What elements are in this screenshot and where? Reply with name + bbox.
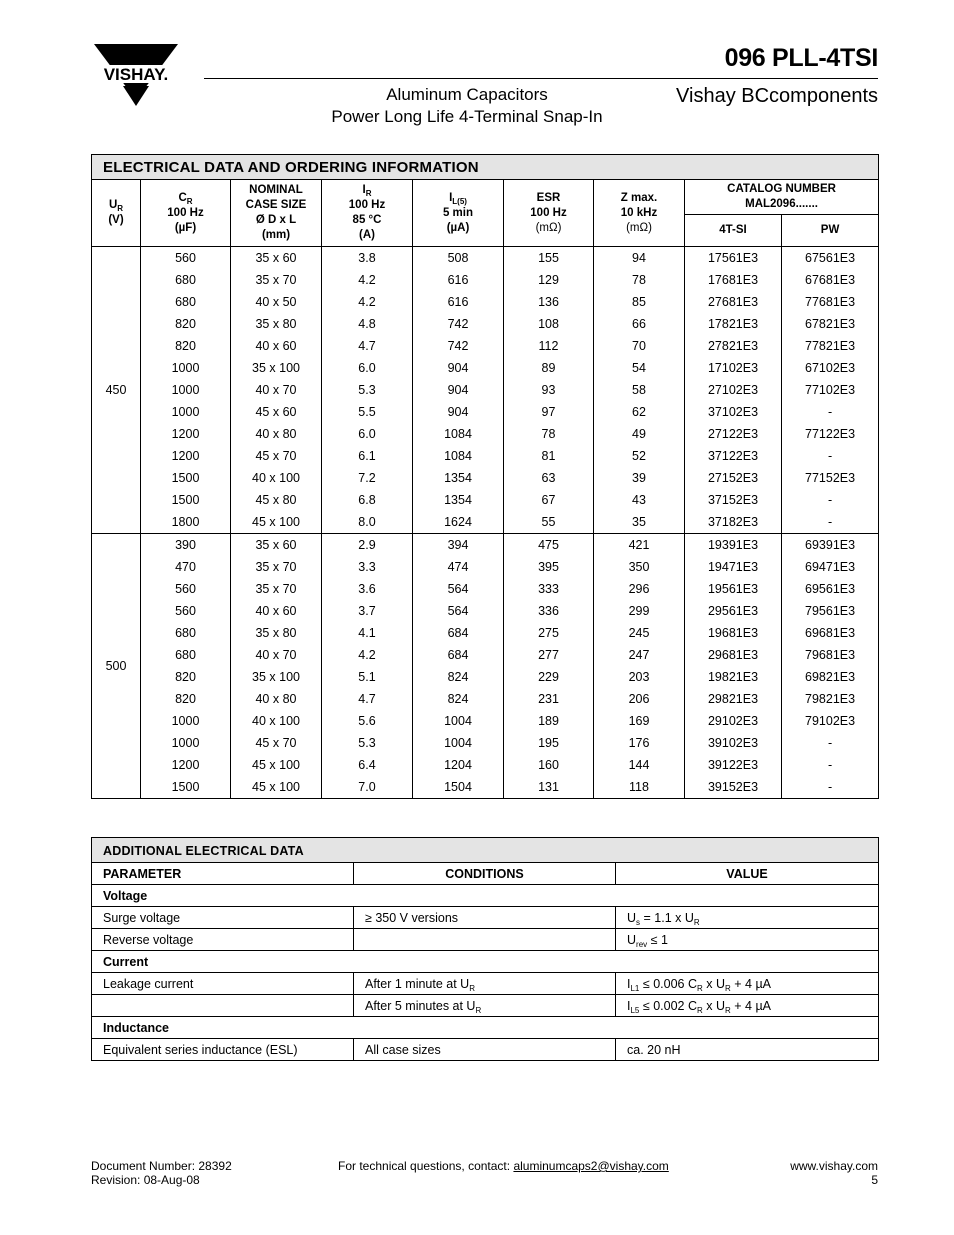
table-row	[92, 644, 879, 666]
additional-table-title: ADDITIONAL ELECTRICAL DATA	[92, 838, 879, 863]
cell-il: 564	[413, 600, 504, 622]
cell-il: 742	[413, 335, 504, 357]
cell-cr: 1500	[141, 776, 231, 799]
header-value: VALUE	[616, 863, 879, 885]
cell-case-size: 35 x 100	[231, 357, 322, 379]
cell-esr: 275	[504, 622, 594, 644]
header-il: $I_{L(5)}$ 5 min (µA)	[413, 180, 504, 247]
cell-ir: 7.2	[322, 467, 413, 489]
cell-esr: 97	[504, 401, 594, 423]
value-surge-voltage: $U_s = 1.1$ x $U_R$	[616, 907, 879, 929]
cell-il: 1084	[413, 445, 504, 467]
cell-case-size: 45 x 60	[231, 401, 322, 423]
cell-esr: 136	[504, 291, 594, 313]
cell-il: 904	[413, 357, 504, 379]
logo-wordmark: VISHAY.	[103, 65, 169, 84]
cell-catalog-4tsi: 29561E3	[685, 600, 782, 622]
cell-catalog-4tsi: 19821E3	[685, 666, 782, 688]
cell-esr: 93	[504, 379, 594, 401]
header-parameter: PARAMETER	[92, 863, 354, 885]
footer-doc-info	[91, 1159, 232, 1187]
table-row	[92, 401, 879, 423]
cell-cr: 680	[141, 622, 231, 644]
table-row	[92, 247, 879, 270]
cell-ir: 2.9	[322, 534, 413, 557]
cell-cr: 1000	[141, 357, 231, 379]
table-row	[92, 357, 879, 379]
cell-esr: 160	[504, 754, 594, 776]
footer-contact	[338, 1159, 669, 1173]
value-reverse-voltage: $U_{rev} \le 1$	[616, 929, 879, 951]
cell-il: 1624	[413, 511, 504, 534]
cell-ir: 4.2	[322, 269, 413, 291]
cell-case-size: 40 x 70	[231, 644, 322, 666]
cond-surge-voltage: ≥ 350 V versions	[354, 907, 616, 929]
cell-case-size: 35 x 70	[231, 269, 322, 291]
cell-catalog-4tsi: 29102E3	[685, 710, 782, 732]
cell-catalog-pw: 77152E3	[782, 467, 879, 489]
cell-il: 616	[413, 269, 504, 291]
subtitle-line-1: Aluminum Capacitors	[386, 85, 548, 104]
cell-ir: 5.5	[322, 401, 413, 423]
cell-case-size: 35 x 80	[231, 313, 322, 335]
header-z-max: Z max. 10 kHz (mΩ)	[594, 180, 685, 247]
table-row	[92, 445, 879, 467]
param-surge-voltage: Surge voltage	[92, 907, 354, 929]
cell-catalog-4tsi: 29681E3	[685, 644, 782, 666]
cond-leakage-5min: After 5 minutes at $U_R$	[354, 995, 616, 1017]
cell-case-size: 40 x 80	[231, 423, 322, 445]
contact-text: For technical questions, contact:	[338, 1159, 514, 1173]
cell-esr: 67	[504, 489, 594, 511]
cell-catalog-pw: 77102E3	[782, 379, 879, 401]
cell-z-max: 118	[594, 776, 685, 799]
param-esl: Equivalent series inductance (ESL)	[92, 1039, 354, 1061]
cell-cr: 680	[141, 269, 231, 291]
cell-case-size: 35 x 100	[231, 666, 322, 688]
cell-ur: 500	[92, 534, 141, 799]
footer-site	[790, 1159, 878, 1187]
cell-ir: 4.7	[322, 335, 413, 357]
cell-case-size: 40 x 60	[231, 335, 322, 357]
category-voltage: Voltage	[92, 885, 879, 907]
cell-esr: 336	[504, 600, 594, 622]
cell-esr: 395	[504, 556, 594, 578]
cell-catalog-pw: 69681E3	[782, 622, 879, 644]
cell-ir: 3.3	[322, 556, 413, 578]
cell-z-max: 421	[594, 534, 685, 557]
cell-cr: 1800	[141, 511, 231, 534]
cell-catalog-pw: 67102E3	[782, 357, 879, 379]
cell-z-max: 35	[594, 511, 685, 534]
cell-catalog-pw: 79681E3	[782, 644, 879, 666]
cell-z-max: 296	[594, 578, 685, 600]
cell-ir: 6.0	[322, 357, 413, 379]
table-row	[92, 291, 879, 313]
cell-il: 824	[413, 688, 504, 710]
cell-cr: 1000	[141, 732, 231, 754]
cell-catalog-pw: 77122E3	[782, 423, 879, 445]
cell-z-max: 299	[594, 600, 685, 622]
row-reverse-voltage	[92, 929, 879, 951]
document-number: Document Number: 28392	[91, 1159, 232, 1173]
cell-z-max: 52	[594, 445, 685, 467]
table-row	[92, 269, 879, 291]
cell-cr: 470	[141, 556, 231, 578]
row-esl	[92, 1039, 879, 1061]
cell-catalog-4tsi: 27122E3	[685, 423, 782, 445]
cell-catalog-pw: 67821E3	[782, 313, 879, 335]
cell-z-max: 203	[594, 666, 685, 688]
cell-esr: 131	[504, 776, 594, 799]
cond-reverse-voltage	[354, 929, 616, 951]
cell-ir: 6.8	[322, 489, 413, 511]
cell-cr: 390	[141, 534, 231, 557]
value-leakage-5min: $I_{L5} \le 0.002$ $C_R$ x $U_R + 4$ µA	[616, 995, 879, 1017]
cell-z-max: 350	[594, 556, 685, 578]
cell-il: 1504	[413, 776, 504, 799]
cell-esr: 129	[504, 269, 594, 291]
cell-z-max: 62	[594, 401, 685, 423]
cell-ir: 3.8	[322, 247, 413, 270]
cell-catalog-4tsi: 27152E3	[685, 467, 782, 489]
cell-il: 394	[413, 534, 504, 557]
cell-ir: 5.1	[322, 666, 413, 688]
cell-il: 564	[413, 578, 504, 600]
cell-z-max: 78	[594, 269, 685, 291]
cell-case-size: 35 x 60	[231, 534, 322, 557]
category-inductance: Inductance	[92, 1017, 879, 1039]
table-row	[92, 600, 879, 622]
cell-catalog-pw: 79561E3	[782, 600, 879, 622]
table-row	[92, 578, 879, 600]
contact-email-link[interactable]: aluminumcaps2@vishay.com	[513, 1159, 669, 1173]
cell-catalog-pw: -	[782, 754, 879, 776]
cell-case-size: 35 x 70	[231, 578, 322, 600]
cell-ir: 3.7	[322, 600, 413, 622]
cell-il: 1354	[413, 467, 504, 489]
cell-ir: 8.0	[322, 511, 413, 534]
cell-cr: 560	[141, 600, 231, 622]
cell-catalog-4tsi: 39122E3	[685, 754, 782, 776]
cell-esr: 63	[504, 467, 594, 489]
table-row	[92, 313, 879, 335]
cell-case-size: 45 x 100	[231, 776, 322, 799]
header-rule	[204, 78, 878, 79]
cell-z-max: 58	[594, 379, 685, 401]
revision: Revision: 08-Aug-08	[91, 1173, 200, 1187]
cell-ir: 3.6	[322, 578, 413, 600]
cell-ur: 450	[92, 247, 141, 534]
cell-ir: 4.1	[322, 622, 413, 644]
cell-cr: 680	[141, 644, 231, 666]
cell-case-size: 35 x 60	[231, 247, 322, 270]
page-number: 5	[871, 1173, 878, 1187]
cell-cr: 820	[141, 313, 231, 335]
brand-name: Vishay BCcomponents	[676, 85, 878, 107]
header-case-size: NOMINAL CASE SIZE Ø D x L (mm)	[231, 180, 322, 247]
cell-z-max: 85	[594, 291, 685, 313]
table-row	[92, 710, 879, 732]
cell-z-max: 39	[594, 467, 685, 489]
cell-catalog-4tsi: 27102E3	[685, 379, 782, 401]
cell-z-max: 176	[594, 732, 685, 754]
cell-z-max: 94	[594, 247, 685, 270]
cell-catalog-4tsi: 27681E3	[685, 291, 782, 313]
subtitle-line-2: Power Long Life 4-Terminal Snap-In	[331, 107, 603, 126]
value-leakage-1min: $I_{L1} \le 0.006$ $C_R$ x $U_R + 4$ µA	[616, 973, 879, 995]
cell-cr: 1200	[141, 445, 231, 467]
cell-catalog-pw: -	[782, 445, 879, 467]
cell-il: 1204	[413, 754, 504, 776]
cell-catalog-pw: 69391E3	[782, 534, 879, 557]
table-row	[92, 379, 879, 401]
cell-ir: 6.0	[322, 423, 413, 445]
cell-z-max: 247	[594, 644, 685, 666]
param-leakage-empty	[92, 995, 354, 1017]
cell-ir: 5.6	[322, 710, 413, 732]
cell-z-max: 206	[594, 688, 685, 710]
cell-cr: 1000	[141, 401, 231, 423]
table-row	[92, 335, 879, 357]
cell-cr: 560	[141, 247, 231, 270]
cell-il: 1004	[413, 732, 504, 754]
cell-il: 508	[413, 247, 504, 270]
cell-catalog-4tsi: 39102E3	[685, 732, 782, 754]
cell-ir: 4.2	[322, 291, 413, 313]
cell-ir: 4.7	[322, 688, 413, 710]
cell-case-size: 40 x 80	[231, 688, 322, 710]
header-esr: ESR 100 Hz (mΩ)	[504, 180, 594, 247]
cell-catalog-pw: 69471E3	[782, 556, 879, 578]
cell-il: 824	[413, 666, 504, 688]
cell-catalog-pw: -	[782, 401, 879, 423]
table-row	[92, 622, 879, 644]
cell-case-size: 40 x 100	[231, 467, 322, 489]
cell-cr: 1000	[141, 710, 231, 732]
cell-catalog-pw: -	[782, 776, 879, 799]
cell-ir: 4.2	[322, 644, 413, 666]
cell-case-size: 40 x 100	[231, 710, 322, 732]
product-subtitle	[300, 84, 634, 128]
cell-catalog-4tsi: 17821E3	[685, 313, 782, 335]
table-row	[92, 556, 879, 578]
cell-esr: 229	[504, 666, 594, 688]
cell-esr: 89	[504, 357, 594, 379]
cell-il: 474	[413, 556, 504, 578]
cell-esr: 112	[504, 335, 594, 357]
param-leakage-current: Leakage current	[92, 973, 354, 995]
cell-il: 1354	[413, 489, 504, 511]
header-conditions: CONDITIONS	[354, 863, 616, 885]
header-catalog-4tsi: 4T-SI	[685, 215, 782, 247]
row-leakage-5min	[92, 995, 879, 1017]
table-row	[92, 754, 879, 776]
table-row	[92, 732, 879, 754]
cell-ir: 6.1	[322, 445, 413, 467]
table-row	[92, 423, 879, 445]
cell-z-max: 49	[594, 423, 685, 445]
cell-z-max: 144	[594, 754, 685, 776]
table-row	[92, 688, 879, 710]
website[interactable]: www.vishay.com	[790, 1159, 878, 1173]
cell-catalog-4tsi: 39152E3	[685, 776, 782, 799]
vishay-logo	[90, 44, 182, 120]
cell-il: 1004	[413, 710, 504, 732]
cell-esr: 475	[504, 534, 594, 557]
table-row	[92, 776, 879, 799]
cell-cr: 1500	[141, 489, 231, 511]
cell-esr: 231	[504, 688, 594, 710]
value-esl: ca. 20 nH	[616, 1039, 879, 1061]
cell-cr: 820	[141, 666, 231, 688]
cell-catalog-4tsi: 37152E3	[685, 489, 782, 511]
cell-catalog-4tsi: 17561E3	[685, 247, 782, 270]
cell-z-max: 70	[594, 335, 685, 357]
cell-cr: 1000	[141, 379, 231, 401]
cell-esr: 108	[504, 313, 594, 335]
cell-catalog-4tsi: 29821E3	[685, 688, 782, 710]
cell-case-size: 40 x 70	[231, 379, 322, 401]
cell-z-max: 43	[594, 489, 685, 511]
cell-esr: 333	[504, 578, 594, 600]
cell-cr: 680	[141, 291, 231, 313]
table-row	[92, 489, 879, 511]
cell-il: 684	[413, 622, 504, 644]
cond-esl: All case sizes	[354, 1039, 616, 1061]
cell-esr: 55	[504, 511, 594, 534]
cell-catalog-4tsi: 19681E3	[685, 622, 782, 644]
cell-catalog-pw: 79821E3	[782, 688, 879, 710]
document-title: 096 PLL-4TSI	[724, 44, 878, 72]
cell-catalog-pw: -	[782, 489, 879, 511]
cell-case-size: 45 x 70	[231, 732, 322, 754]
cell-ir: 6.4	[322, 754, 413, 776]
cell-z-max: 66	[594, 313, 685, 335]
cell-catalog-4tsi: 27821E3	[685, 335, 782, 357]
cell-il: 904	[413, 379, 504, 401]
param-reverse-voltage: Reverse voltage	[92, 929, 354, 951]
cell-catalog-pw: 79102E3	[782, 710, 879, 732]
cell-cr: 1500	[141, 467, 231, 489]
cond-leakage-1min: After 1 minute at $U_R$	[354, 973, 616, 995]
cell-catalog-pw: 67681E3	[782, 269, 879, 291]
cell-z-max: 245	[594, 622, 685, 644]
header-ur: $U_R$ (V)	[92, 180, 141, 247]
cell-esr: 81	[504, 445, 594, 467]
cell-ir: 5.3	[322, 379, 413, 401]
cell-catalog-pw: 77681E3	[782, 291, 879, 313]
cell-il: 1084	[413, 423, 504, 445]
table-row	[92, 666, 879, 688]
header-cr: $C_R$ 100 Hz (µF)	[141, 180, 231, 247]
cell-cr: 1200	[141, 423, 231, 445]
cell-esr: 189	[504, 710, 594, 732]
cell-catalog-4tsi: 37102E3	[685, 401, 782, 423]
header-catalog-pw: PW	[782, 215, 879, 247]
cell-catalog-pw: 77821E3	[782, 335, 879, 357]
header-ir: $I_R$ 100 Hz 85 °C (A)	[322, 180, 413, 247]
cell-cr: 820	[141, 688, 231, 710]
cell-ir: 4.8	[322, 313, 413, 335]
cell-catalog-pw: -	[782, 511, 879, 534]
cell-catalog-pw: 69561E3	[782, 578, 879, 600]
cell-case-size: 35 x 70	[231, 556, 322, 578]
cell-esr: 277	[504, 644, 594, 666]
cell-case-size: 45 x 80	[231, 489, 322, 511]
cell-case-size: 45 x 100	[231, 511, 322, 534]
header-catalog-number: CATALOG NUMBER MAL2096.......	[685, 180, 879, 215]
table-row	[92, 467, 879, 489]
cell-catalog-4tsi: 37122E3	[685, 445, 782, 467]
cell-catalog-4tsi: 19561E3	[685, 578, 782, 600]
cell-cr: 1200	[141, 754, 231, 776]
cell-il: 684	[413, 644, 504, 666]
table-row	[92, 534, 879, 557]
electrical-data-table	[91, 154, 879, 799]
category-current: Current	[92, 951, 879, 973]
cell-ir: 7.0	[322, 776, 413, 799]
cell-il: 616	[413, 291, 504, 313]
cell-ir: 5.3	[322, 732, 413, 754]
cell-catalog-4tsi: 17102E3	[685, 357, 782, 379]
cell-catalog-4tsi: 19471E3	[685, 556, 782, 578]
electrical-table-title: ELECTRICAL DATA AND ORDERING INFORMATION	[92, 155, 879, 180]
cell-catalog-pw: 69821E3	[782, 666, 879, 688]
cell-cr: 560	[141, 578, 231, 600]
cell-catalog-pw: -	[782, 732, 879, 754]
table-row	[92, 511, 879, 534]
cell-il: 742	[413, 313, 504, 335]
cell-case-size: 35 x 80	[231, 622, 322, 644]
cell-esr: 78	[504, 423, 594, 445]
additional-data-table	[91, 837, 879, 1061]
cell-catalog-4tsi: 19391E3	[685, 534, 782, 557]
row-leakage-1min	[92, 973, 879, 995]
cell-esr: 195	[504, 732, 594, 754]
cell-esr: 155	[504, 247, 594, 270]
cell-catalog-pw: 67561E3	[782, 247, 879, 270]
cell-cr: 820	[141, 335, 231, 357]
cell-case-size: 45 x 70	[231, 445, 322, 467]
cell-il: 904	[413, 401, 504, 423]
cell-z-max: 54	[594, 357, 685, 379]
cell-case-size: 40 x 60	[231, 600, 322, 622]
cell-case-size: 45 x 100	[231, 754, 322, 776]
cell-case-size: 40 x 50	[231, 291, 322, 313]
cell-z-max: 169	[594, 710, 685, 732]
cell-catalog-4tsi: 37182E3	[685, 511, 782, 534]
row-surge-voltage	[92, 907, 879, 929]
cell-catalog-4tsi: 17681E3	[685, 269, 782, 291]
